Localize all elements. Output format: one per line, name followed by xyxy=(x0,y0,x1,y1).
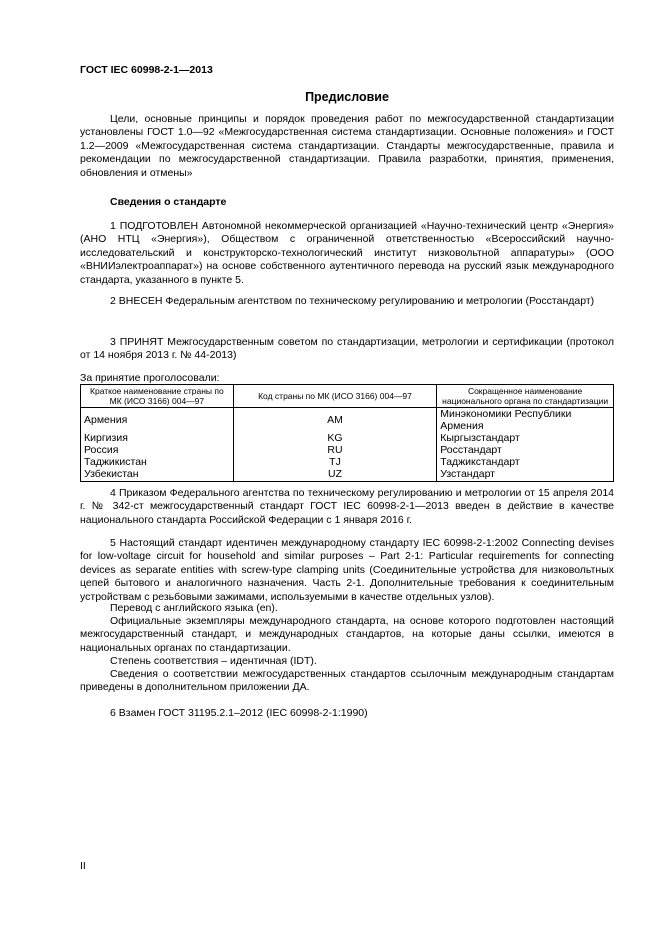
item-3-paragraph: 3 ПРИНЯТ Межгосударственным советом по стандартизации, метрологии и сертификации (протокол от 14 ноября 2013 г. № 44-2013) xyxy=(80,336,614,362)
table-cell-body: Минэкономики Республики Армения xyxy=(437,408,614,433)
table-cell-body: Росстандарт xyxy=(437,444,614,456)
table-cell-country: Россия xyxy=(81,444,234,456)
table-cell-code: KG xyxy=(233,432,437,444)
table-cell-country: Таджикистан xyxy=(81,456,234,468)
table-header-row xyxy=(81,385,614,408)
table-cell-code: RU xyxy=(233,444,437,456)
item-2-paragraph: 2 ВНЕСЕН Федеральным агентством по техническому регулированию и метрологии (Росстандарт) xyxy=(110,295,595,307)
item-5-paragraph: 5 Настоящий стандарт идентичен международному стандарту IEC 60998-2-1:2002 Connecting devises for low-voltage circuit for household and similar purposes – Part 2-1: Particular requirements for connecting devices as separate entities with screw-type clamping units (Соединительные устройства для низковольтных цепей бытового и аналогичного назначения. Часть 2-1. Дополнительные требования к соединительным устройствам с резьбовыми зажимами, используемыми в качестве отдельных узлов). xyxy=(80,537,614,603)
voting-table xyxy=(80,384,614,482)
item-5-references: Сведения о соответствии межгосударственных стандартов ссылочным международным стандартам приведены в дополнительном приложении ДА. xyxy=(80,668,614,694)
item-1-paragraph: 1 ПОДГОТОВЛЕН Автономной некоммерческой организацией «Научно-технический центр «Энергия» (АНО НТЦ «Энергия»), Обществом с ограниченной ответственностью «Всероссийский научно-исследовательский и конструкторско-технологический институт низковольтной аппаратуры» (ООО «ВНИИэлектроаппарат») на основе собственного аутентичного перевода на русский язык международного стандарта, указанного в пункте 5. xyxy=(80,220,614,286)
table-cell-country: Армения xyxy=(81,408,234,433)
table-cell-country: Киргизия xyxy=(81,432,234,444)
table-row xyxy=(81,432,614,444)
item-5-official-copies: Официальные экземпляры международного стандарта, на основе которого подготовлен настоящий межгосударственный стандарт, и международных стандартов, на которые даны ссылки, имеются в национальных органах по стандартизации. xyxy=(80,615,614,654)
page-title: Предисловие xyxy=(305,90,389,104)
table-row xyxy=(81,408,614,433)
table-header-code: Код страны по МК (ИСО 3166) 004—97 xyxy=(233,385,437,408)
item-5-degree: Степень соответствия – идентичная (IDT). xyxy=(110,655,317,667)
item-4-paragraph: 4 Приказом Федерального агентства по техническому регулированию и метрологии от 15 апреля 2014 г. № 342-ст межгосударственный стандарт ГОСТ IEC 60998-2-1—2013 введен в действие в качестве национального стандарта Российской Федерации с 1 января 2016 г. xyxy=(80,487,614,526)
table-row xyxy=(81,468,614,482)
intro-paragraph: Цели, основные принципы и порядок проведения работ по межгосударственной стандартизации установлены ГОСТ 1.0—92 «Межгосударственная система стандартизации. Основные положения» и ГОСТ 1.2—2009 «Межгосударственная система стандартизации. Стандарты межгосударственные, правила и рекомендации по межгосударственной стандартизации. Правила разработки, принятия, применения, обновления и отмены» xyxy=(80,113,614,179)
table-cell-country: Узбекистан xyxy=(81,468,234,482)
table-cell-body: Узстандарт xyxy=(437,468,614,482)
item-5-translation: Перевод с английского языка (en). xyxy=(110,602,278,614)
page-number: II xyxy=(80,860,86,872)
item-6-paragraph: 6 Взамен ГОСТ 31195.2.1–2012 (IEC 60998-2-1:1990) xyxy=(110,707,368,719)
table-header-country: Краткое наименование страны по МК (ИСО 3166) 004—97 xyxy=(81,385,234,408)
table-row xyxy=(81,444,614,456)
document-code-header: ГОСТ IEC 60998-2-1—2013 xyxy=(80,64,213,76)
table-cell-code: AM xyxy=(233,408,437,433)
table-header-body: Сокращенное наименование национального органа по стандартизации xyxy=(437,385,614,408)
table-cell-body: Кыргызстандарт xyxy=(437,432,614,444)
table-row xyxy=(81,456,614,468)
section-subtitle: Сведения о стандарте xyxy=(110,196,227,208)
table-cell-body: Таджикстандарт xyxy=(437,456,614,468)
table-cell-code: UZ xyxy=(233,468,437,482)
vote-caption: За принятие проголосовали: xyxy=(80,372,220,384)
table-cell-code: TJ xyxy=(233,456,437,468)
